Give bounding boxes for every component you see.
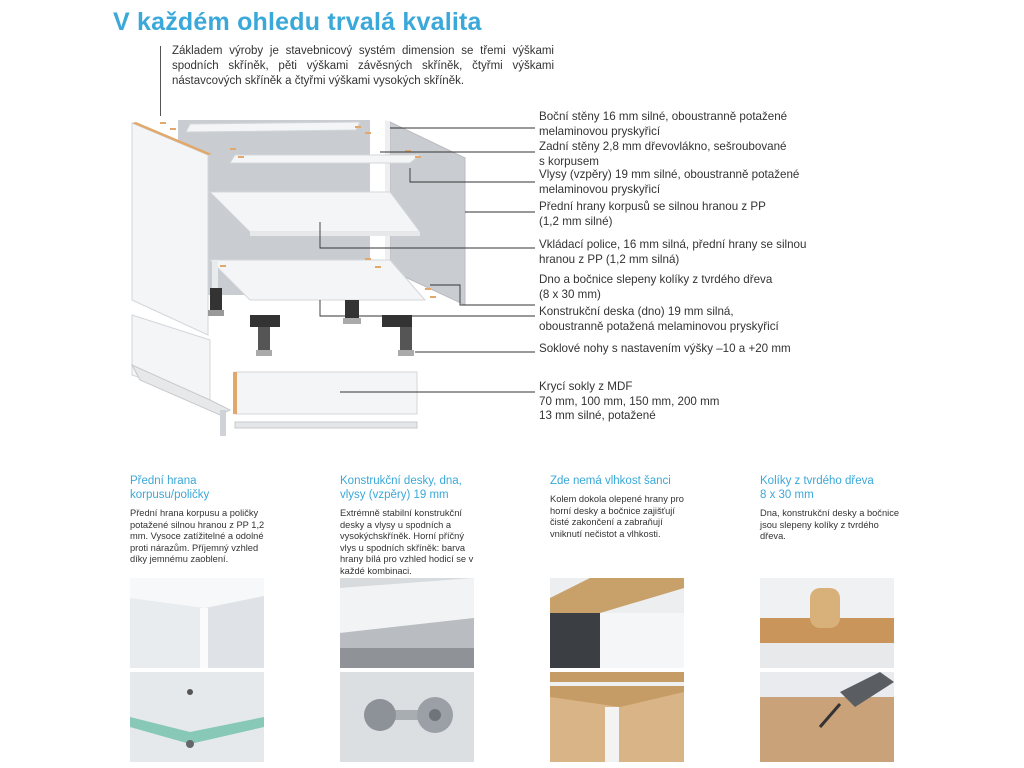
- photo-drilling-dowel: [760, 672, 894, 762]
- callout-feet: Soklové nohy s nastavením výšky –10 a +20 mm: [539, 342, 791, 355]
- feature-text: Přední hrana korpusu a poličky potažené silnou hranou z PP 1,2 mm. Vysoce zatížitelné a odolné proti nárazům. Příjemný vzhled díky jemnému zaoblení.: [130, 508, 265, 564]
- callout-back-walls: Zadní stěny 2,8 mm dřevovlákno, sešroubované s korpusem: [539, 140, 787, 168]
- photo-edge-banding: [550, 578, 684, 668]
- feature-title: Zde nemá vlhkost šanci: [550, 475, 671, 487]
- feature-text: Kolem dokola olepené hrany pro horní desky a bočnice zajišťují čisté zakončení a zabraňují vniknutí nečistot a vlhkosti.: [550, 494, 684, 539]
- feature-title: Kolíky z tvrdého dřeva 8 x 30 mm: [760, 475, 874, 501]
- callout-construction-board: Konstrukční deska (dno) 19 mm silná, oboustranně potažená melaminovou pryskyřicí: [539, 305, 779, 333]
- feature-text: Dna, konstrukční desky a bočnice jsou slepeny kolíky z tvrdého dřeva.: [760, 508, 900, 541]
- callout-plinths: Krycí sokly z MDF 70 mm, 100 mm, 150 mm, 200 mm 13 mm silné, potažené: [539, 380, 720, 422]
- photo-dowel: [760, 578, 894, 668]
- photo-front-edge-corner: [130, 578, 264, 668]
- photo-glass-shelf: [130, 672, 264, 762]
- callout-dowels: Dno a bočnice slepeny kolíky z tvrdého dřeva (8 x 30 mm): [539, 273, 773, 301]
- callout-rails: Vlysy (vzpěry) 19 mm silné, oboustranně potažené melaminovou pryskyřicí: [539, 168, 800, 196]
- feature-title: Přední hrana korpusu/poličky: [130, 475, 210, 501]
- feature-construction-boards: [340, 474, 480, 577]
- feature-text: Extrémně stabilní konstrukční desky a vlysy u spodních a vysokýchskříněk. Horní příčný vlys u spodních skříněk: barva hrany bílá pro vzhled hodicí se v každé kombinaci.: [340, 508, 474, 576]
- callout-shelf: Vkládací police, 16 mm silná, přední hrany se silnou hranou z PP (1,2 mm silná): [539, 238, 807, 266]
- feature-dowels: [760, 474, 900, 543]
- intro-paragraph: Základem výroby je stavebnicový systém dimension se třemi výškami spodních skříněk, pěti výškami závěsných skříněk, čtyřmi výškami nástavcových skříněk a čtyřmi výškami vysokých skříněk.: [172, 45, 554, 87]
- feature-front-edge: [130, 474, 270, 566]
- callout-side-walls: Boční stěny 16 mm silné, oboustranně potažené melaminovou pryskyřicí: [539, 110, 788, 138]
- callout-front-edges: Přední hrany korpusů se silnou hranou z PP (1,2 mm silné): [539, 200, 766, 228]
- page-title: V každém ohledu trvalá kvalita: [113, 8, 482, 36]
- photo-construction-board: [340, 578, 474, 668]
- photo-connector-fitting: [340, 672, 474, 762]
- feature-title: Konstrukční desky, dna, vlysy (vzpěry) 19 mm: [340, 475, 462, 501]
- feature-moisture: [550, 474, 690, 540]
- photo-chipboard-corner: [550, 672, 684, 762]
